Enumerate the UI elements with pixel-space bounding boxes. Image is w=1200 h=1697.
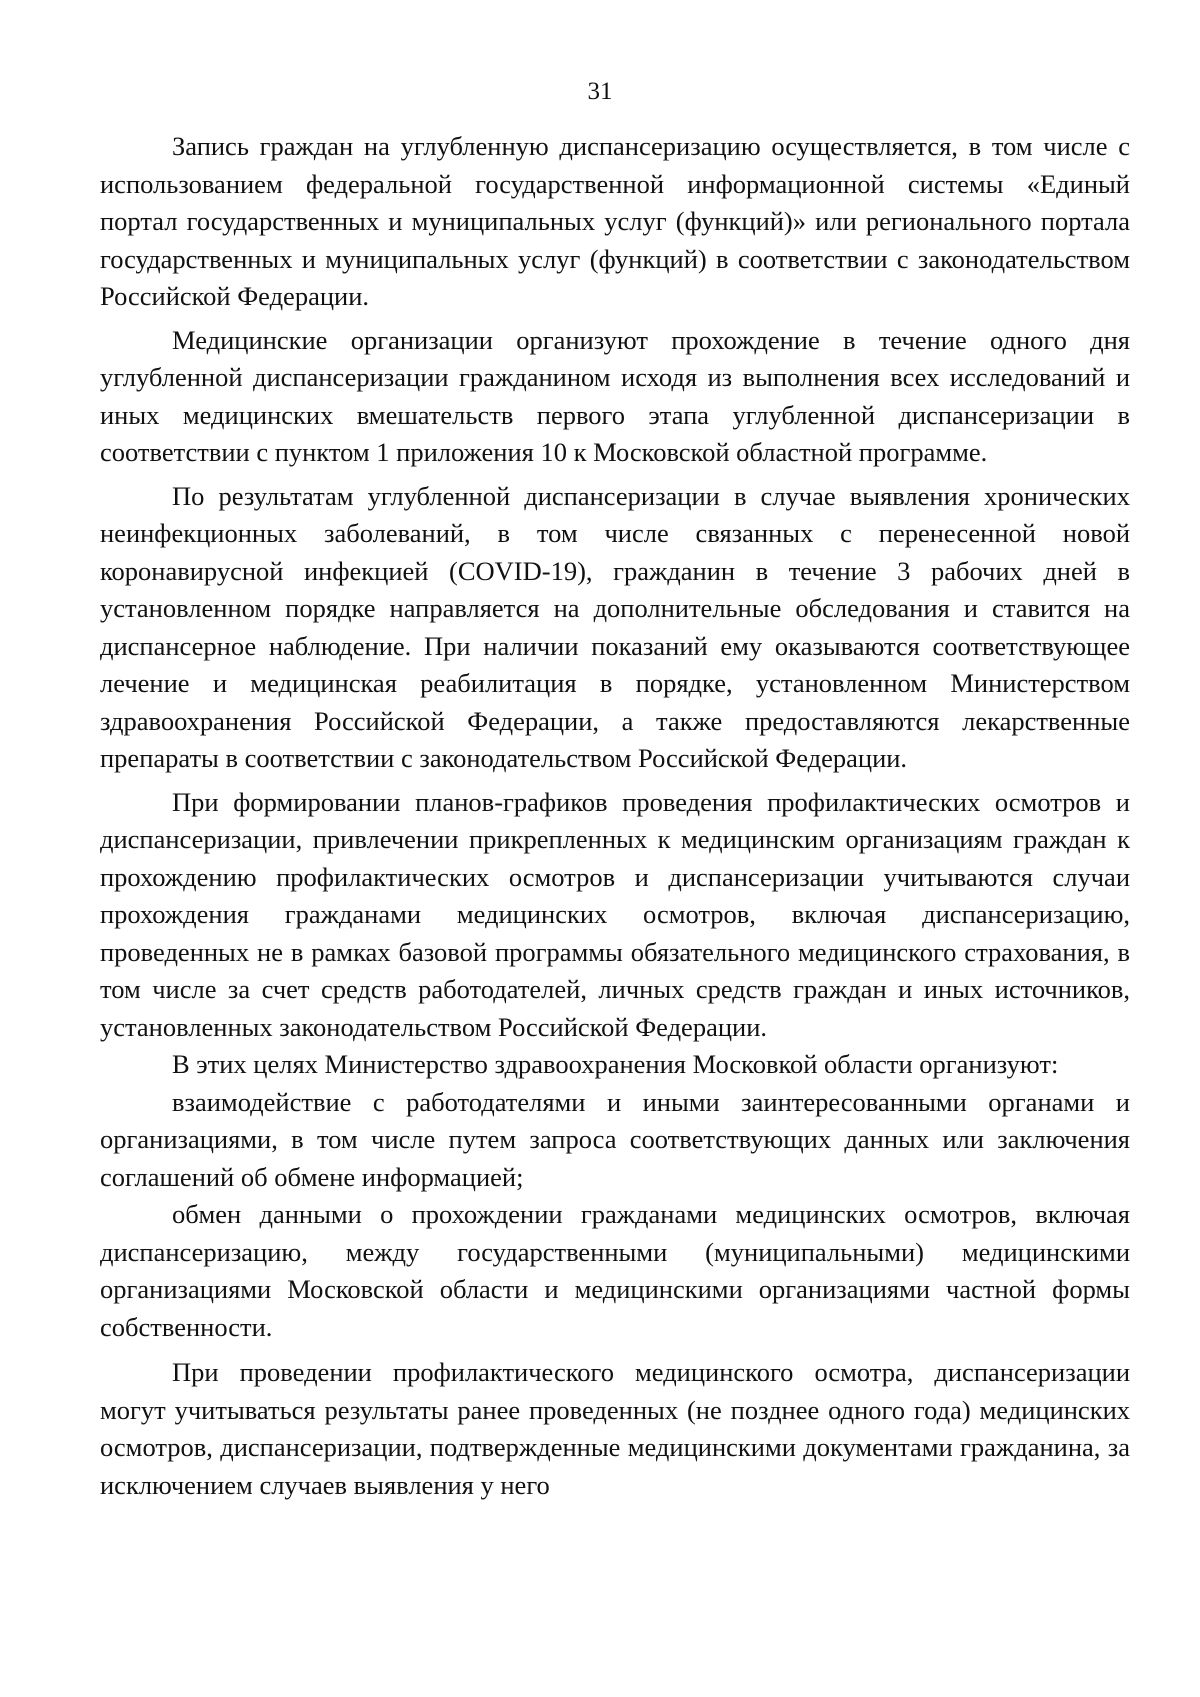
paragraph-ministry-purposes: В этих целях Министерство здравоохранения Московкой области организуют: <box>172 1049 1059 1079</box>
paragraph-interaction: взаимодействие с работодателями и иными заинтересованными органами и организациями, в том числе путем запроса соответствующих данных или заключения соглашений об обмене информацией; <box>100 1086 1130 1192</box>
page-number: 31 <box>587 78 613 105</box>
paragraph-one-day-examination: Медицинские организации организуют прохождение в течение одного дня углубленной диспансеризации гражданином исходя из выполнения всех исследований и иных медицинских вмешательств первого этапа углубленной диспансеризации в соответствии с пунктом 1 приложения 10 к Московской областной программе. <box>100 324 1130 467</box>
paragraph-registration: Запись граждан на углубленную диспансеризацию осуществляется, в том числе с использованием федеральной государственной информационной системы «Единый портал государственных и муниципальных услуг (функций)» или регионального портала государственных и муниципальных услуг (функций) в соответствии с законодательством Российской Федерации. <box>100 131 1130 311</box>
paragraph-data-exchange: обмен данными о прохождении гражданами медицинских осмотров, включая диспансеризацию, между государственными (муниципальными) медицинскими организациями Московской области и медицинскими организациями частной формы собственности. <box>100 1199 1130 1342</box>
document-body <box>100 128 1130 1504</box>
paragraph-previous-results: При проведении профилактического медицинского осмотра, диспансеризации могут учитываться результаты ранее проведенных (не позднее одного года) медицинских осмотров, диспансеризации, подтвержденные медицинскими документами гражданина, за исключением случаев выявления у него <box>100 1357 1130 1500</box>
paragraph-results: По результатам углубленной диспансеризации в случае выявления хронических неинфекционных заболеваний, в том числе связанных с перенесенной новой коронавирусной инфекцией (COVID-19), гражданин в течение 3 рабочих дней в установленном порядке направляется на дополнительные обследования и ставится на диспансерное наблюдение. При наличии показаний ему оказываются соответствующее лечение и медицинская реабилитация в порядке, установленном Министерством здравоохранения Российской Федерации, а также предоставляются лекарственные препараты в соответствии с законодательством Российской Федерации. <box>100 480 1130 773</box>
paragraph-schedules: При формировании планов-графиков проведения профилактических осмотров и диспансеризации, привлечении прикрепленных к медицинским организациям граждан к прохождению профилактических осмотров и диспансеризации учитываются случаи прохождения гражданами медицинских осмотров, включая диспансеризацию, проведенных не в рамках базовой программы обязательного медицинского страхования, в том числе за счет средств работодателей, личных средств граждан и иных источников, установленных законодательством Российской Федерации. <box>100 786 1130 1042</box>
